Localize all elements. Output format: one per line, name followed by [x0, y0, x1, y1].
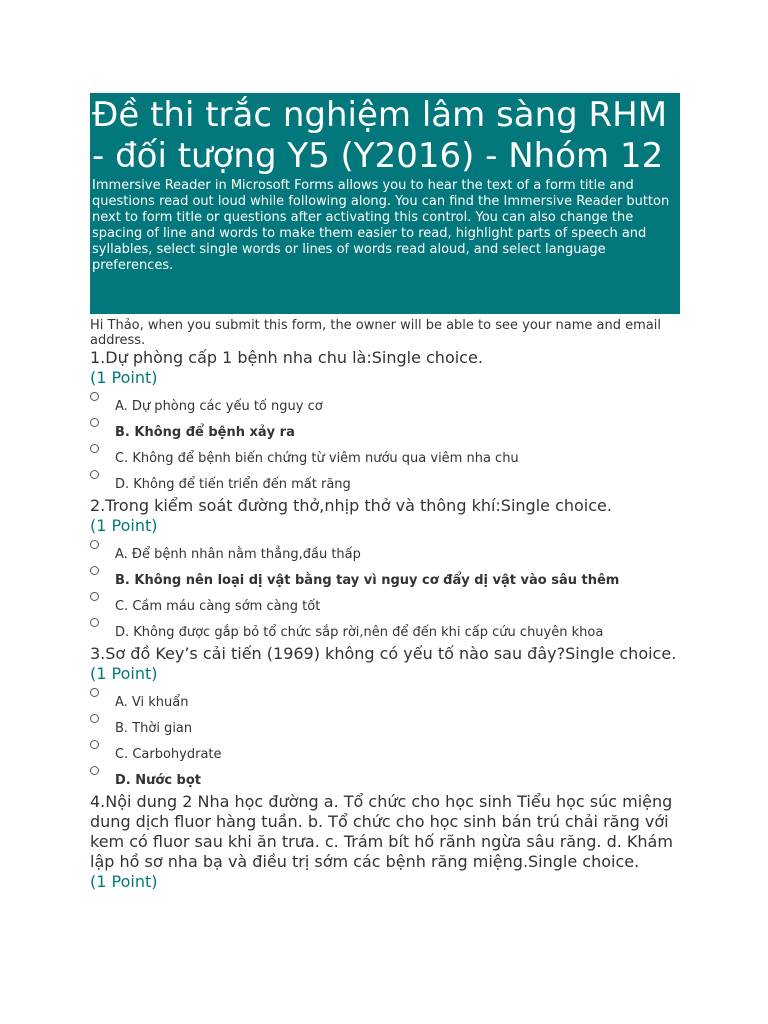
form-document	[90, 93, 680, 892]
option-label: D. Nước bọt	[115, 773, 202, 788]
radio-button-icon[interactable]	[90, 566, 99, 575]
radio-button-icon[interactable]	[90, 618, 99, 627]
question-points: (1 Point)	[90, 872, 158, 891]
option-label: B. Không để bệnh xảy ra	[115, 425, 295, 440]
option-label: D. Không để tiến triển đến mất răng	[115, 477, 351, 492]
form-title: Đề thi trắc nghiệm lâm sàng RHM - đối tượng Y5 (Y2016) - Nhóm 12	[92, 95, 668, 176]
answer-option[interactable]	[90, 592, 680, 618]
question-title: 3.Sơ đồ Key’s cải tiến (1969) không có yếu tố nào sau đây?Single choice.	[90, 644, 677, 663]
question-4	[90, 792, 680, 892]
question-title: 2.Trong kiểm soát đường thở,nhịp thở và thông khí:Single choice.	[90, 496, 612, 515]
form-description: Immersive Reader in Microsoft Forms allows you to hear the text of a form title and questions read out loud while following along. You can find the Immersive Reader button next to form title or questions after activating this control. You can also change the spacing of line and words to make them easier to read, highlight parts of speech and syllables, select single words or lines of words read aloud, and select language preferences.	[92, 177, 670, 273]
radio-button-icon[interactable]	[90, 688, 99, 697]
option-label: D. Không được gắp bỏ tổ chức sắp rời,nên để đến khi cấp cứu chuyên khoa	[115, 625, 604, 640]
option-list	[90, 688, 680, 792]
question-points: (1 Point)	[90, 368, 158, 387]
answer-option[interactable]	[90, 766, 680, 792]
radio-button-icon[interactable]	[90, 418, 99, 427]
answer-option[interactable]	[90, 418, 680, 444]
answer-option[interactable]	[90, 392, 680, 418]
option-label: C. Không để bệnh biến chứng từ viêm nướu qua viêm nha chu	[115, 451, 519, 466]
answer-option[interactable]	[90, 444, 680, 470]
radio-button-icon[interactable]	[90, 766, 99, 775]
question-title: 1.Dự phòng cấp 1 bệnh nha chu là:Single choice.	[90, 348, 483, 367]
option-label: A. Vi khuẩn	[115, 695, 189, 710]
answer-option[interactable]	[90, 688, 680, 714]
answer-option[interactable]	[90, 618, 680, 644]
option-label: A. Để bệnh nhân nằm thẳng,đầu thấp	[115, 547, 361, 562]
radio-button-icon[interactable]	[90, 540, 99, 549]
question-list	[90, 348, 680, 892]
option-list	[90, 392, 680, 496]
question-points: (1 Point)	[90, 516, 158, 535]
radio-button-icon[interactable]	[90, 444, 99, 453]
radio-button-icon[interactable]	[90, 592, 99, 601]
radio-button-icon[interactable]	[90, 392, 99, 401]
answer-option[interactable]	[90, 566, 680, 592]
option-list	[90, 540, 680, 644]
form-header	[90, 93, 680, 314]
option-label: B. Thời gian	[115, 721, 193, 736]
question-points: (1 Point)	[90, 664, 158, 683]
option-label: C. Carbohydrate	[115, 747, 222, 762]
question-1	[90, 348, 680, 496]
question-3	[90, 644, 680, 792]
submission-notice: Hi Thảo, when you submit this form, the owner will be able to see your name and email address.	[90, 318, 661, 348]
question-2	[90, 496, 680, 644]
option-label: B. Không nên loại dị vật bằng tay vì nguy cơ đẩy dị vật vào sâu thêm	[115, 573, 620, 588]
radio-button-icon[interactable]	[90, 740, 99, 749]
radio-button-icon[interactable]	[90, 470, 99, 479]
answer-option[interactable]	[90, 714, 680, 740]
radio-button-icon[interactable]	[90, 714, 99, 723]
option-label: C. Cầm máu càng sớm càng tốt	[115, 599, 321, 614]
answer-option[interactable]	[90, 470, 680, 496]
question-title: 4.Nội dung 2 Nha học đường a. Tổ chức cho học sinh Tiểu học súc miệng dung dịch fluor hàng tuần. b. Tổ chức cho học sinh bán trú chải răng với kem có fluor sau khi ăn trưa. c. Trám bít hố rãnh ngừa sâu răng. d. Khám lập hồ sơ nha bạ và điều trị sớm các bệnh răng miệng.Single choice.	[90, 792, 673, 871]
answer-option[interactable]	[90, 540, 680, 566]
option-label: A. Dự phòng các yếu tố nguy cơ	[115, 399, 323, 414]
answer-option[interactable]	[90, 740, 680, 766]
